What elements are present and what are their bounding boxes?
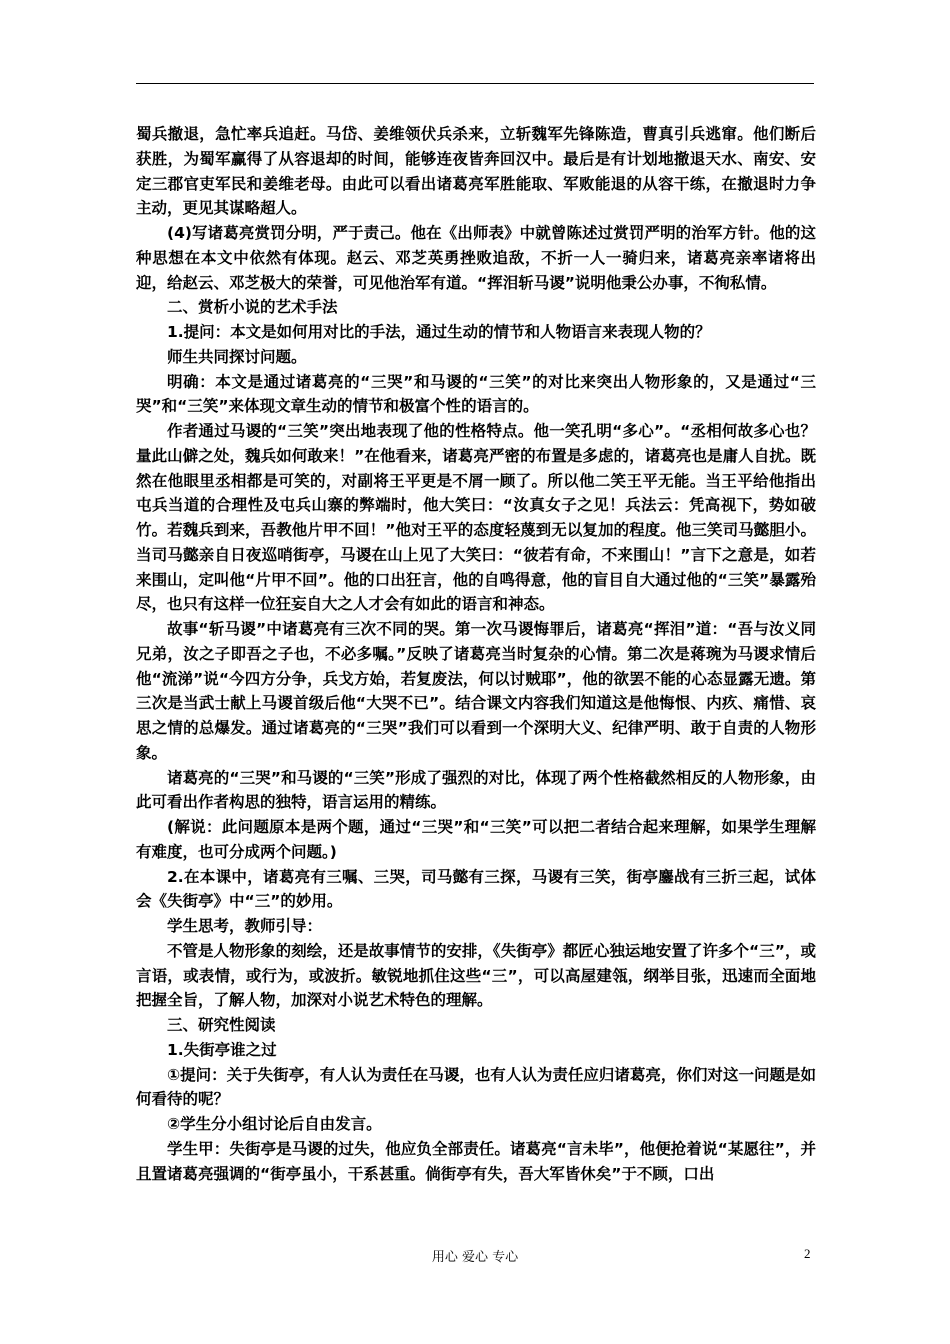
- section-heading-3: 三、研究性阅读: [167, 1016, 276, 1034]
- paragraph-17: ②学生分小组讨论后自由发言。: [167, 1115, 382, 1133]
- footer-motto: 用心 爱心 专心: [431, 1250, 519, 1265]
- page-number: 2: [804, 1246, 811, 1261]
- paragraph-18: 学生甲：失街亭是马谡的过失，他应负全部责任。诸葛亮“言未毕”，他便抢着说“某愿往”，并且置诸葛亮强调的“街亭虽小，干系甚重。倘街亭有失，吾大军皆休矣”于不顾，口出: [136, 1139, 816, 1183]
- paragraph-16: ①提问：关于失街亭，有人认为责任在马谡，也有人认为责任应归诸葛亮，你们对这一问题是如何看待的呢？: [136, 1065, 816, 1109]
- paragraph-8: 故事“斩马谡”中诸葛亮有三次不同的哭。第一次马谡悔罪后，诸葛亮“挥泪”道：“吾与汝义同兄弟，汝之子即吾之子也，不必多嘱。”反映了诸葛亮当时复杂的心情。第二次是蒋琬为马谡求情后他“流涕”说“今四方分争，兵戈方始，若复废法，何以讨贼耶”，他的欲罢不能的心态显露无遗。第三次是当武士献上马谡首级后他“大哭不已”。结合课文内容我们知道这是他悔恨、内疚、痛惜、哀思之情的总爆发。通过诸葛亮的“三哭”我们可以看到一个深明大义、纪律严明、敢于自责的人物形象。: [136, 620, 816, 762]
- paragraph-2: (4)写诸葛亮赏罚分明，严于责己。他在《出师表》中就曾陈述过赏罚严明的治军方针。他的这种思想在本文中依然有体现。赵云、邓芝英勇挫败追敌，不折一人一骑归来，诸葛亮亲率诸将出迎，给赵云、邓芝极大的荣誉，可见他治军有道。“挥泪斩马谡”说明他秉公办事，不徇私情。: [136, 224, 816, 292]
- paragraph-12: 学生思考，教师引导：: [167, 917, 323, 935]
- document-body: [136, 122, 816, 1186]
- paragraph-1: 蜀兵撤退，急忙率兵追赶。马岱、姜维领伏兵杀来，立斩魏军先锋陈造，曹真引兵逃窜。他们断后获胜，为蜀军赢得了从容退却的时间，能够连夜皆奔回汉中。最后是有计划地撤退天水、南安、安定三郡官吏军民和姜维老母。由此可以看出诸葛亮军胜能取、军败能退的从容干练，在撤退时力争主动，更见其谋略超人。: [136, 125, 816, 218]
- paragraph-10: (解说：此问题原本是两个题，通过“三哭”和“三笑”可以把二者结合起来理解，如果学生理解有难度，也可分成两个问题。): [136, 818, 816, 861]
- paragraph-question-1: 1.提问：本文是如何用对比的手法，通过生动的情节和人物语言来表现人物的？: [167, 323, 711, 341]
- paragraph-13: 不管是人物形象的刻绘，还是故事情节的安排，《失街亭》都匠心独运地安置了许多个“三”，或言语，或表情，或行为，或波折。敏锐地抓住这些“三”，可以高屋建瓴，纲举目张，迅速而全面地把握全旨，了解人物，加深对小说艺术特色的理解。: [136, 941, 816, 1010]
- paragraph-6: 明确：本文是通过诸葛亮的“三哭”和马谡的“三笑”的对比来突出人物形象的，又是通过“三哭”和“三笑”来体现文章生动的情节和极富个性的语言的。: [136, 372, 816, 416]
- section-heading-2: 二、赏析小说的艺术手法: [167, 298, 338, 317]
- paragraph-5: 师生共同探讨问题。: [167, 347, 307, 366]
- subheading-1: 1.失街亭谁之过: [167, 1040, 277, 1059]
- paragraph-7: 作者通过马谡的“三笑”突出地表现了他的性格特点。他一笑孔明“多心”。“丞相何故多心也？量此山僻之处，魏兵如何敢来！”在他看来，诸葛亮严密的布置是多虑的，诸葛亮也是庸人自扰。既然在他眼里丞相都是可笑的，对副将王平更是不屑一顾了。所以他二笑王平无能。当王平给他指出屯兵当道的合理性及屯兵山寨的弊端时，他大笑曰：“汝真女子之见！兵法云：凭高视下，势如破竹。若魏兵到来，吾教他片甲不回！”他对王平的态度轻蔑到无以复加的程度。他三笑司马懿胆小。当司马懿亲自日夜巡哨街亭，马谡在山上见了大笑曰：“彼若有命，不来围山！”言下之意是，如若来围山，定叫他“片甲不回”。他的口出狂言，他的自鸣得意，他的盲目自大通过他的“三笑”暴露殆尽，也只有这样一位狂妄自大之人才会有如此的语言和神态。: [136, 422, 816, 614]
- paragraph-9: 诸葛亮的“三哭”和马谡的“三笑”形成了强烈的对比，体现了两个性格截然相反的人物形象，由此可看出作者构思的独特，语言运用的精练。: [136, 768, 816, 812]
- paragraph-question-2: 2.在本课中，诸葛亮有三嘱、三哭，司马懿有三探，马谡有三笑，街亭鏖战有三折三起，试体会《失街亭》中“三”的妙用。: [136, 867, 816, 911]
- header-rule: [136, 83, 814, 84]
